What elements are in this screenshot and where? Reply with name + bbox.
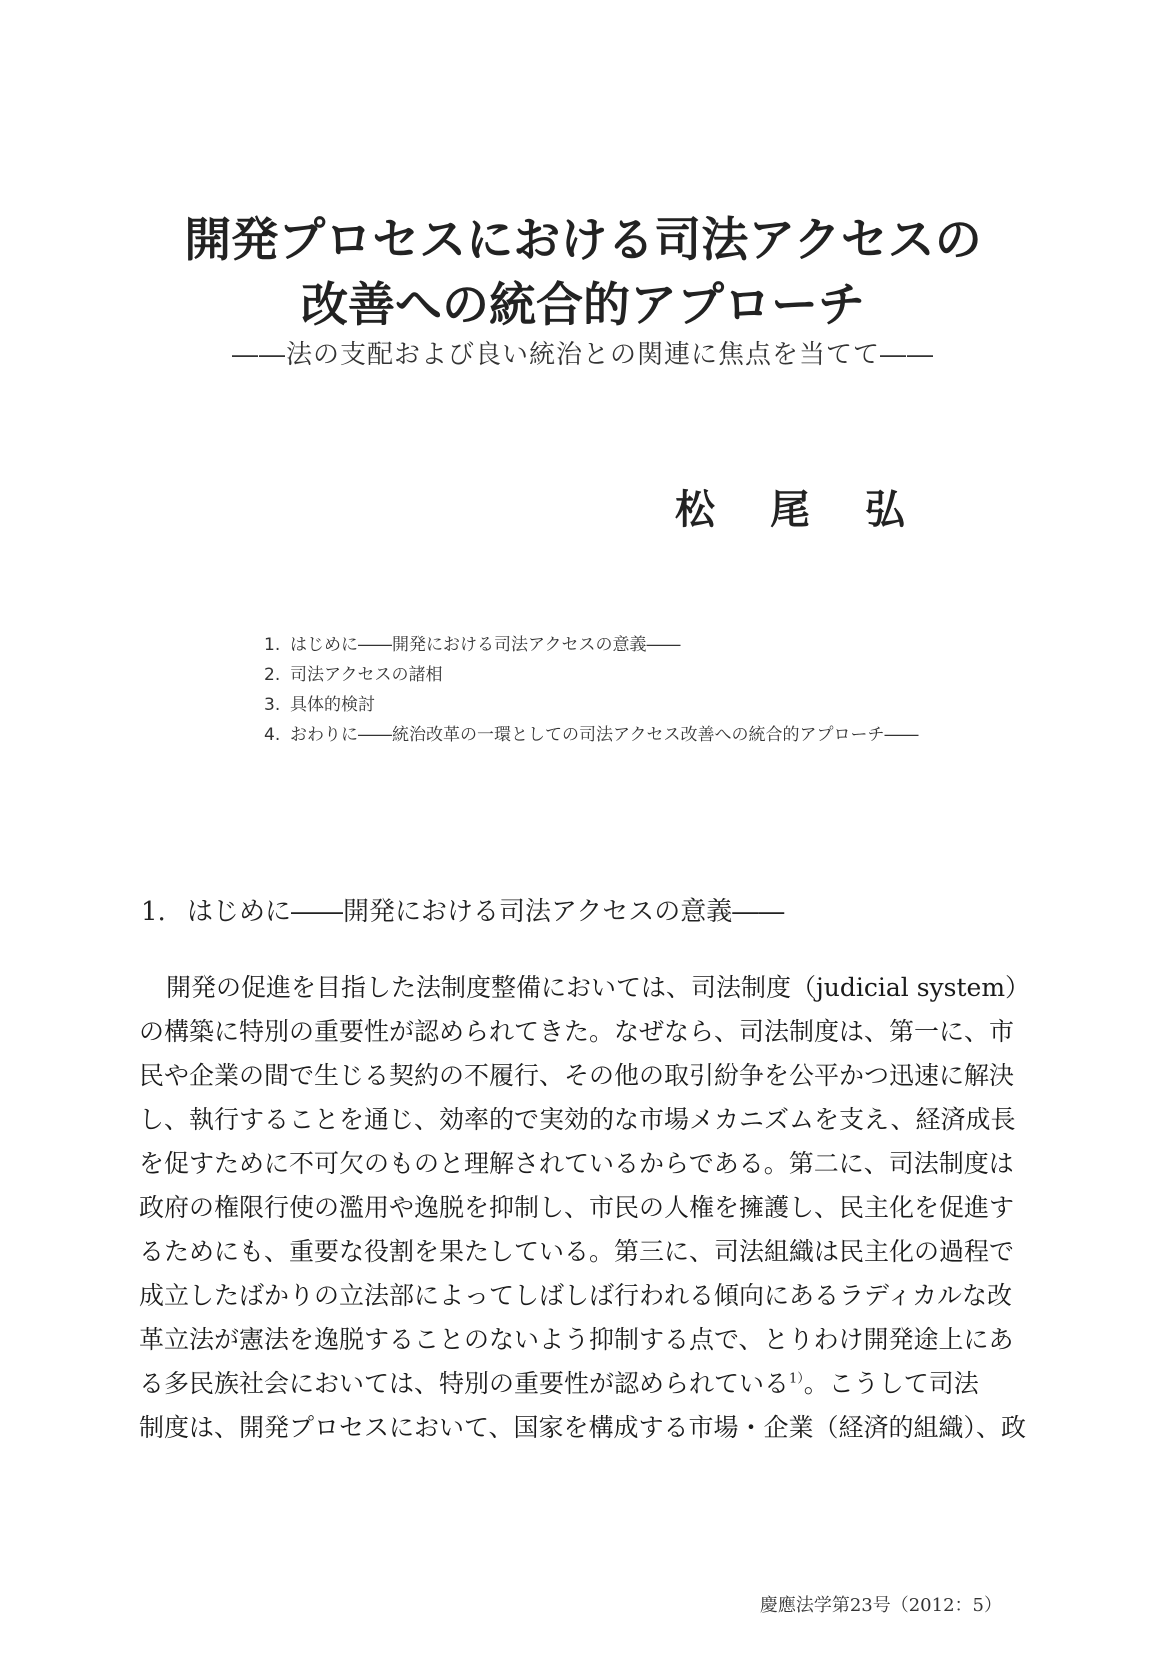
body-line: の構築に特別の重要性が認められてきた。なぜなら、司法制度は、第一に、市 bbox=[139, 1017, 1015, 1046]
toc-item-text: はじめに――開発における司法アクセスの意義―― bbox=[290, 635, 681, 655]
body-line: るためにも、重要な役割を果たしている。第三に、司法組織は民主化の過程で bbox=[139, 1237, 1015, 1266]
section-number: 1. bbox=[141, 897, 166, 927]
body-line: 成立したばかりの立法部によってしばしば行われる傾向にあるラディカルな改 bbox=[139, 1281, 1013, 1310]
body-line bbox=[139, 1362, 1039, 1406]
toc-item bbox=[264, 720, 919, 750]
article-subtitle: ――法の支配および良い統治との関連に焦点を当てて―― bbox=[231, 340, 934, 370]
body-line: 政府の権限行使の濫用や逸脱を抑制し、市民の人権を擁護し、民主化を促進す bbox=[139, 1193, 1015, 1222]
body-line: 革立法が憲法を逸脱することのないよう抑制する点で、とりわけ開発途上にあ bbox=[139, 1325, 1014, 1354]
article-title-line-2: 改善への統合的アプローチ bbox=[301, 278, 865, 333]
toc-item-text: 司法アクセスの諸相 bbox=[290, 665, 443, 685]
toc-item-number: 4. bbox=[264, 725, 281, 745]
body-line: し、執行することを通じ、効率的で実効的な市場メカニズムを支え、経済成長 bbox=[139, 1105, 1016, 1134]
journal-footer: 慶應法学第23号（2012：5） bbox=[759, 1595, 1002, 1616]
toc-item-text: おわりに――統治改革の一環としての司法アクセス改善への統合的アプローチ―― bbox=[290, 725, 919, 745]
body-line-text: る多民族社会においては、特別の重要性が認められている bbox=[139, 1369, 790, 1398]
toc-item-number: 3. bbox=[264, 695, 281, 715]
body-line: を促すために不可欠のものと理解されているからである。第二に、司法制度は bbox=[139, 1149, 1014, 1178]
body-line: 民や企業の間で生じる契約の不履行、その他の取引紛争を公平かつ迅速に解決 bbox=[139, 1061, 1015, 1090]
body-line: 開発の促進を目指した法制度整備においては、司法制度（judicial system） bbox=[166, 973, 1031, 1002]
body-line-text: 。こうして司法 bbox=[803, 1369, 979, 1398]
section-heading bbox=[141, 899, 784, 925]
toc-item-number: 1. bbox=[264, 635, 281, 655]
toc-item-number: 2. bbox=[264, 665, 281, 685]
body-line: 制度は、開発プロセスにおいて、国家を構成する市場・企業（経済的組織）、政 bbox=[139, 1413, 1027, 1442]
toc-item bbox=[264, 660, 919, 690]
toc-item-text: 具体的検討 bbox=[290, 695, 375, 715]
toc-item bbox=[264, 630, 919, 660]
author-name: 松尾弘 bbox=[675, 486, 960, 533]
table-of-contents bbox=[264, 630, 919, 750]
article-title-line-1: 開発プロセスにおける司法アクセスの bbox=[184, 213, 982, 268]
toc-item bbox=[264, 690, 919, 720]
footnote-reference[interactable]: 1） bbox=[789, 1371, 804, 1387]
body-paragraph bbox=[139, 966, 1039, 1450]
section-title: はじめに――開発における司法アクセスの意義―― bbox=[187, 897, 785, 927]
